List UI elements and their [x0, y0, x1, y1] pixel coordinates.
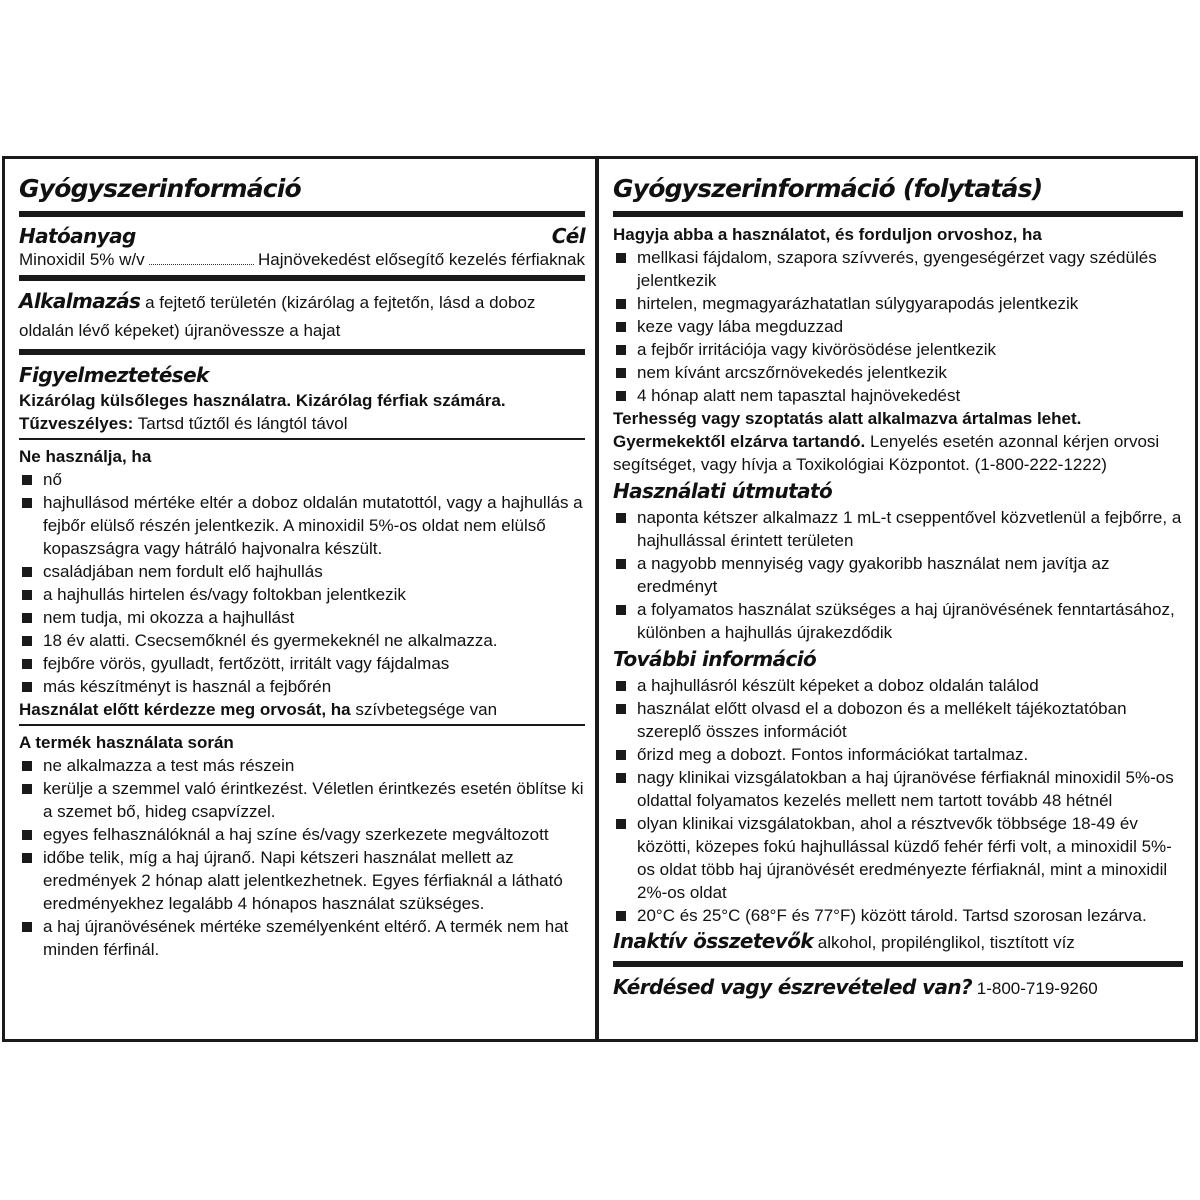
use-text: a fejtető területén (kizárólag a fejtetőn, lásd a doboz oldalán lévő képeket) újranövessze a hajat — [19, 293, 536, 340]
left-column — [5, 159, 599, 1039]
list-item: keze vagy lába megduzzad — [613, 315, 1183, 338]
stop-use-list — [613, 246, 1183, 407]
active-ingredient-heading: Hatóanyag — [19, 224, 136, 248]
list-item: időbe telik, míg a haj újranő. Napi kétszeri használat mellett az eredmények 2 hónap alatt jelentkezhetnek. Egyes férfiaknál a látható eredményekhez legalább 4 hónapos használat szükséges. — [19, 846, 585, 915]
children-warning — [613, 430, 1183, 476]
other-info-heading: További információ — [613, 647, 817, 671]
thick-divider — [613, 211, 1183, 217]
list-item: 18 év alatti. Csecsemőknél és gyermekeknél ne alkalmazza. — [19, 629, 585, 652]
active-ingredient-header — [19, 223, 585, 249]
use-section — [19, 287, 585, 345]
list-item: 4 hónap alatt nem tapasztal hajnövekedést — [613, 384, 1183, 407]
list-item: a haj újranövésének mértéke személyenként eltérő. A termék nem hat minden férfinál. — [19, 915, 585, 961]
purpose-text: Hajnövekedést elősegítő kezelés férfiaknak — [258, 250, 585, 269]
list-item: családjában nem fordult elő hajhullás — [19, 560, 585, 583]
stop-use-heading: Hagyja abba a használatot, és forduljon orvoshoz, ha — [613, 225, 1042, 244]
list-item: a hajhullás hirtelen és/vagy foltokban jelentkezik — [19, 583, 585, 606]
questions-line — [613, 973, 1183, 1003]
thick-divider — [19, 275, 585, 281]
flammable-label: Tűzveszélyes: — [19, 414, 134, 433]
drug-facts-panel — [2, 156, 1198, 1042]
thin-divider — [19, 724, 585, 726]
ask-doctor-line — [19, 698, 585, 721]
list-item: hajhullásod mértéke eltér a doboz oldalán mutatottól, vagy a hajhullás a fejbőr elülső részén jelentkezik. A minoxidil 5%-os oldat nem elülső kopaszságra vagy hátráló hajvonalra készült. — [19, 491, 585, 560]
list-item: a hajhullásról készült képeket a doboz oldalán találod — [613, 674, 1183, 697]
do-not-use-list — [19, 468, 585, 698]
thin-divider — [19, 438, 585, 440]
children-label: Gyermekektől elzárva tartandó. — [613, 432, 866, 451]
list-item: 20°C és 25°C (68°F és 77°F) között tárold. Tartsd szorosan lezárva. — [613, 904, 1183, 927]
flammable-text: Tartsd tűztől és lángtól távol — [133, 414, 348, 433]
pregnancy-warning: Terhesség vagy szoptatás alatt alkalmazva ártalmas lehet. — [613, 409, 1082, 428]
thick-divider — [19, 349, 585, 355]
ask-doctor-label: Használat előtt kérdezze meg orvosát, ha — [19, 700, 351, 719]
inactive-ingredients — [613, 927, 1183, 957]
warnings-heading: Figyelmeztetések — [19, 363, 209, 387]
list-item: egyes felhasználóknál a haj színe és/vagy szerkezete megváltozott — [19, 823, 585, 846]
purpose-heading: Cél — [551, 224, 585, 248]
list-item: a fejbőr irritációja vagy kivörösödése jelentkezik — [613, 338, 1183, 361]
do-not-use-heading: Ne használja, ha — [19, 447, 152, 466]
questions-phone: 1-800-719-9260 — [976, 979, 1098, 998]
thick-divider — [19, 211, 585, 217]
list-item: nagy klinikai vizsgálatokban a haj újranövése férfiaknál minoxidil 5%-os oldattal folyamatos kezelés mellett nem tartott tovább 48 hétnél — [613, 766, 1183, 812]
thick-divider — [613, 961, 1183, 967]
list-item: kerülje a szemmel való érintkezést. Véletlen érintkezés esetén öblítse ki a szemet bő, hideg csapvízzel. — [19, 777, 585, 823]
external-use-warning: Kizárólag külsőleges használatra. Kizárólag férfiak számára. — [19, 391, 506, 410]
active-ingredient-row — [19, 249, 585, 271]
when-using-heading: A termék használata során — [19, 733, 234, 752]
when-using-list — [19, 754, 585, 961]
right-column — [599, 159, 1195, 1039]
list-item: fejbőre vörös, gyulladt, fertőzött, irritált vagy fájdalmas — [19, 652, 585, 675]
list-item: ne alkalmazza a test más részein — [19, 754, 585, 777]
inactive-text: alkohol, propilénglikol, tisztított víz — [813, 933, 1075, 952]
drug-facts-title: Gyógyszerinformáció — [19, 174, 301, 203]
directions-list — [613, 506, 1183, 644]
use-heading: Alkalmazás — [19, 289, 141, 313]
list-item: hirtelen, megmagyarázhatatlan súlygyarapodás jelentkezik — [613, 292, 1183, 315]
list-item: nem tudja, mi okozza a hajhullást — [19, 606, 585, 629]
list-item: más készítményt is használ a fejbőrén — [19, 675, 585, 698]
flammable-warning — [19, 412, 585, 435]
dot-leader — [149, 264, 254, 265]
drug-facts-continued-title: Gyógyszerinformáció (folytatás) — [613, 174, 1043, 203]
list-item: a nagyobb mennyiség vagy gyakoribb használat nem javítja az eredményt — [613, 552, 1183, 598]
list-item: a folyamatos használat szükséges a haj újranövésének fenntartásához, különben a hajhullás újrakezdődik — [613, 598, 1183, 644]
list-item: nő — [19, 468, 585, 491]
ask-doctor-text: szívbetegsége van — [350, 700, 498, 719]
inactive-heading: Inaktív összetevők — [613, 929, 814, 953]
active-ingredient: Minoxidil 5% w/v — [19, 250, 145, 269]
other-info-list — [613, 674, 1183, 927]
list-item: olyan klinikai vizsgálatokban, ahol a résztvevők többsége 18-49 év közötti, közepes fokú hajhullással küzdő fehér férfi volt, a minoxidil 5%-os oldat több haj újranövését eredményezte férfiaknál, mint a minoxidil 2%-os oldat — [613, 812, 1183, 904]
questions-heading: Kérdésed vagy észrevételed van? — [613, 975, 973, 999]
children-text: Lenyelés esetén azonnal kérjen orvosi segítséget, vagy hívja a Toxikológiai Központot. (1-800-222-1222) — [613, 432, 1160, 474]
list-item: használat előtt olvasd el a dobozon és a mellékelt tájékoztatóban szereplő összes információt — [613, 697, 1183, 743]
list-item: mellkasi fájdalom, szapora szívverés, gyengeségérzet vagy szédülés jelentkezik — [613, 246, 1183, 292]
list-item: naponta kétszer alkalmazz 1 mL-t cseppentővel közvetlenül a fejbőrre, a hajhullással érintett területen — [613, 506, 1183, 552]
directions-heading: Használati útmutató — [613, 479, 833, 503]
list-item: nem kívánt arcszőrnövekedés jelentkezik — [613, 361, 1183, 384]
list-item: őrizd meg a dobozt. Fontos információkat tartalmaz. — [613, 743, 1183, 766]
